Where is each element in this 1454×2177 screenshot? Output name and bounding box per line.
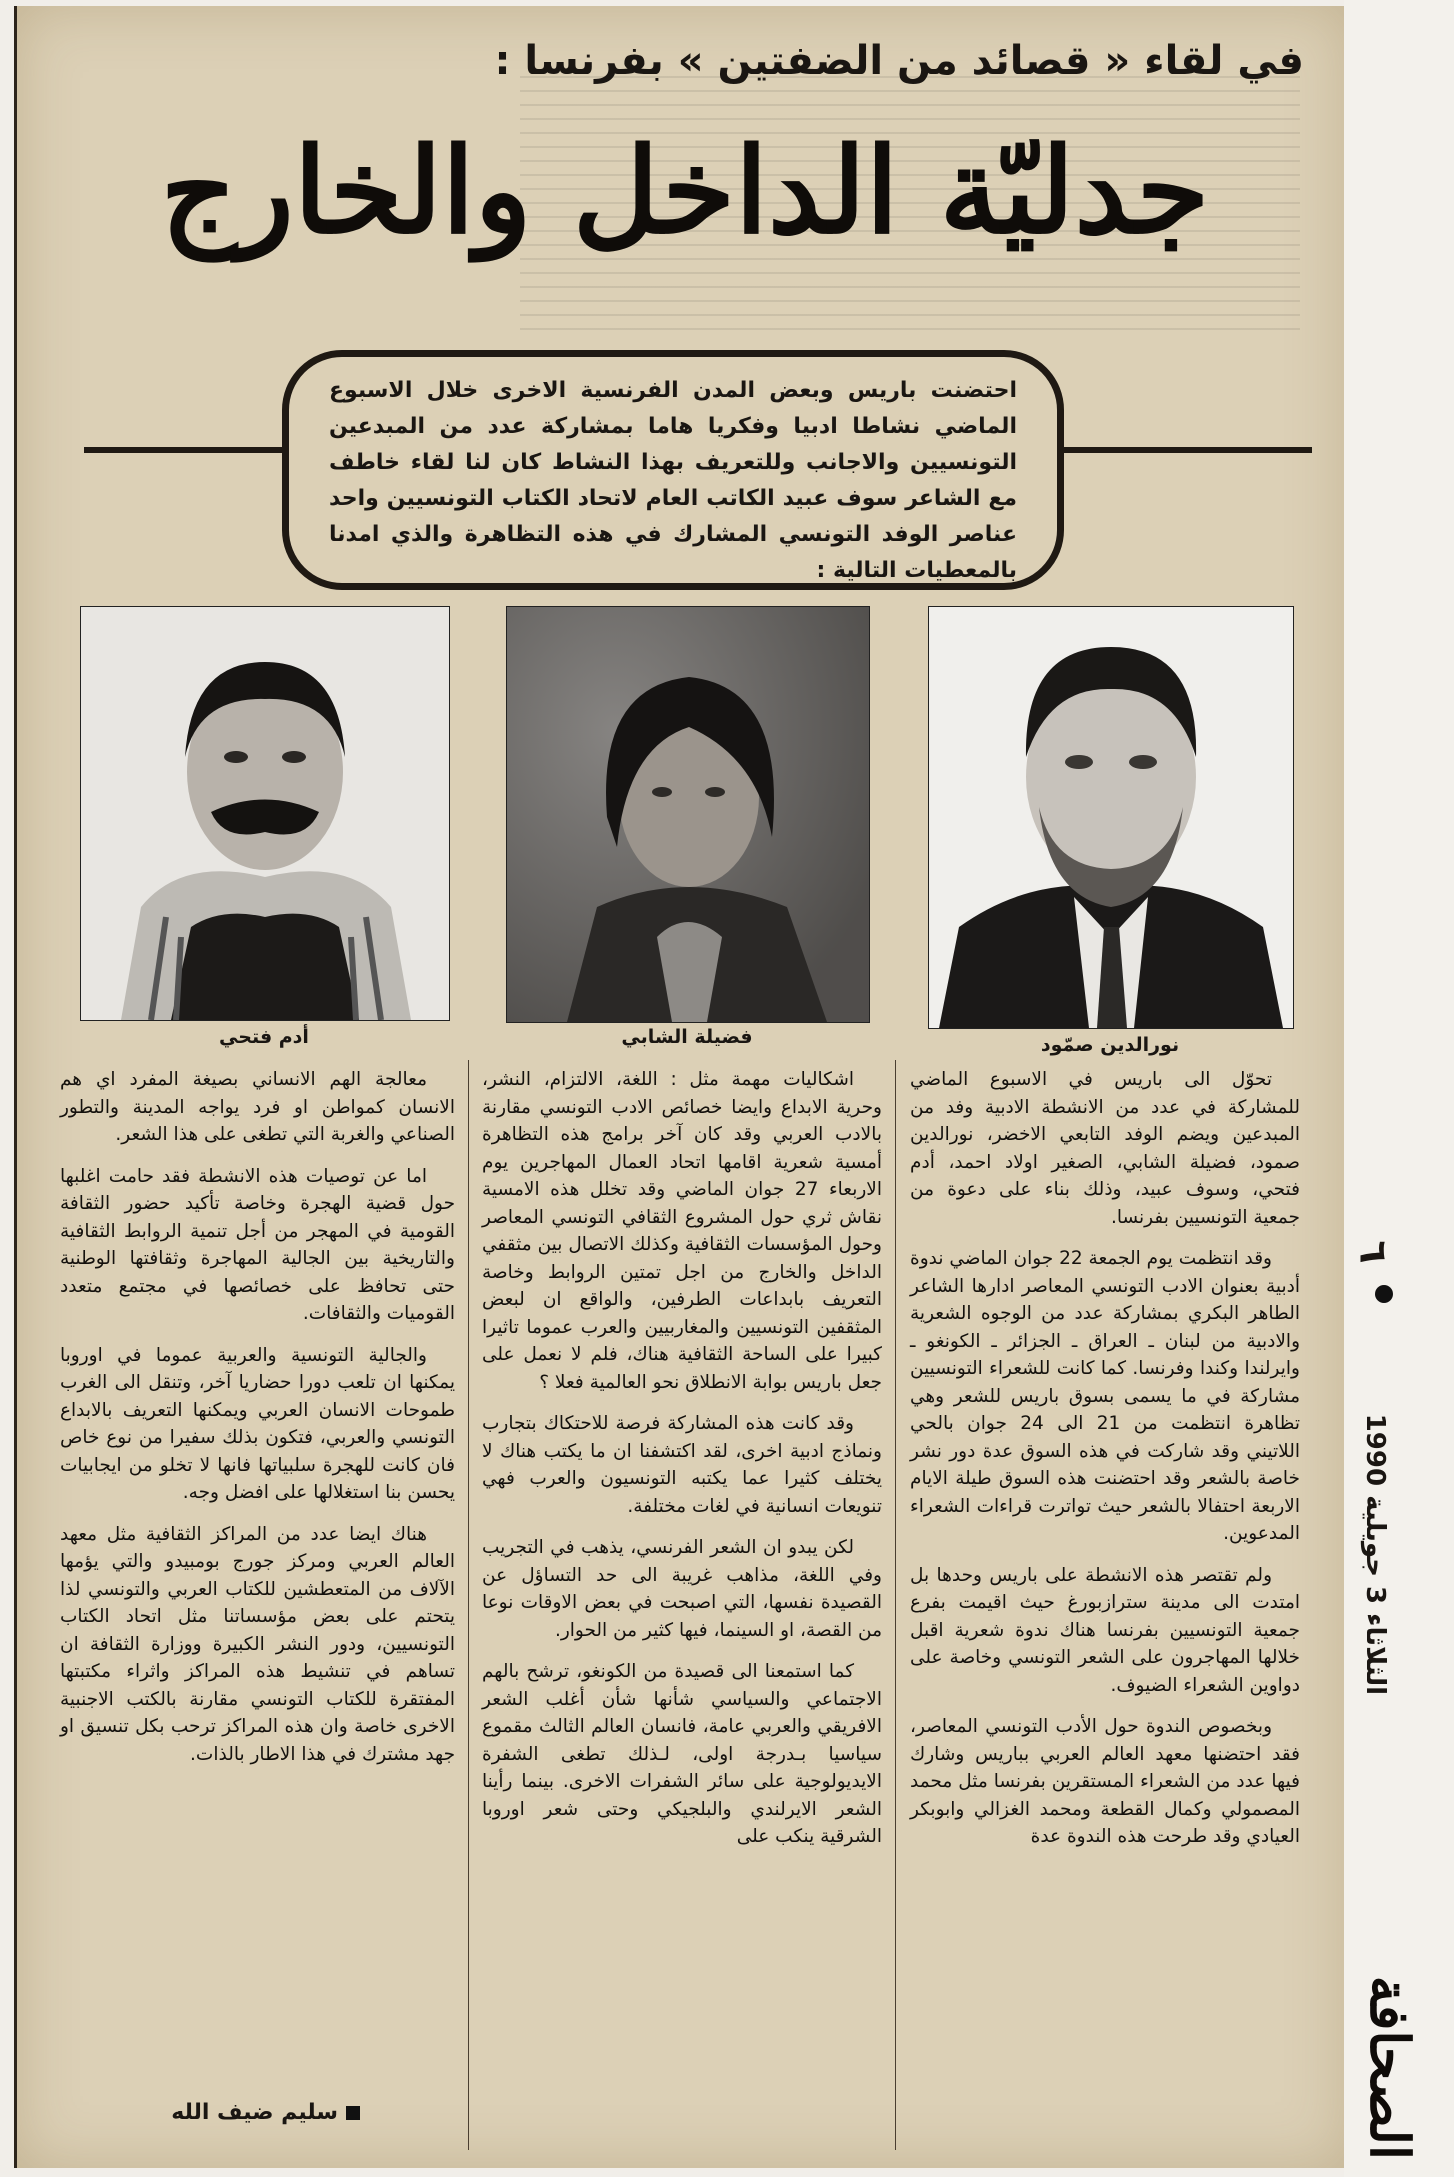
portrait-image	[929, 607, 1293, 1028]
photo-noureddine-sammoud	[928, 606, 1294, 1029]
intro-rule-right	[1052, 447, 1312, 453]
page-number: ٦	[1351, 1240, 1396, 1264]
intro-rule-left	[84, 447, 294, 453]
intro-box: احتضنت باريس وبعض المدن الفرنسية الاخرى خلال الاسبوع الماضي نشاطا ادبيا وفكريا هاما بمشاركة عدد من المبدعين التونسيين والاجانب وللتعريف بهذا النشاط كان لنا لقاء خاطف مع الشاعر سوف عبيد الكاتب العام لاتحاد الكتاب التونسيين واحد عناصر الوفد التونسي المشارك في هذه التظاهرة والذي امدنا بالمعطيات التالية :	[282, 350, 1064, 590]
page-edge	[1344, 0, 1454, 2177]
square-bullet-icon	[346, 2106, 360, 2120]
paragraph: اشكاليات مهمة مثل : اللغة، الالتزام، النشر، وحرية الابداع وايضا خصائص الادب التونسي مقارنة بالادب العربي وقد كان آخر برامج هذه التظاهرة أمسية شعرية اقامها اتحاد العمال المهاجرين يوم الاربعاء 27 جوان الماضي وقد تخلل هذه الامسية نقاش ثري حول المشروع الثقافي التونسي المعاصر وحول المؤسسات الثقافية وكذلك الاتصال بين مثقفي الداخل والخارج من اجل تمتين الروابط وخاصة التعريف بابداعات الطرفين، والواقع ان لبعض المثقفين التونسيين والمغاربيين والعرب عموما تاثيرا كبيرا على الساحة الثقافية هناك، فلم لا نعمل على جعل باريس بوابة الانطلاق نحو العالمية فعلا ؟	[482, 1069, 882, 1393]
paragraph: كما استمعنا الى قصيدة من الكونغو، ترشح بالهم الاجتماعي والسياسي شأنها شأن أغلب الشعر الافريقي والعربي عامة، فانسان العالم الثالث مقموع سياسيا بـدرجة اولى، لـذلك تطغى الشفرة الايديولوجية على سائر الشفرات الاخرى. بينما رأينا الشعر الايرلندي والبلجيكي وحتى شعر اوروبا الشرقية ينكب على	[482, 1661, 882, 1847]
paragraph: معالجة الهم الانساني بصيغة المفرد اي هم الانسان كمواطن او فرد يواجه المدينة والتطور الصناعي والغربة التي تطغى على هذا الشعر.	[60, 1069, 455, 1145]
caption-middle: فضيلة الشابي	[621, 1026, 753, 1048]
photo-fadhila-chebbi	[506, 606, 870, 1023]
paragraph: ولم تقتصر هذه الانشطة على باريس وحدها بل امتدت الى مدينة سترازبورغ حيث اقيمت بفرع جمعية التونسيين بفرنسا هناك ندوة شعرية اقبل خلالها المهاجرون على الشعر التونسي وخاصة على دواوين الشعراء الضيوف.	[910, 1564, 1300, 1696]
paragraph: وقد انتظمت يوم الجمعة 22 جوان الماضي ندوة أدبية بعنوان الادب التونسي المعاصر ادارها الشاعر الطاهر البكري بمشاركة عدد من الوجوه الشعرية والادبية من لبنان ـ العراق ـ الجزائر ـ الكونغو ـ وايرلندا وكندا وفرنسا. كما كانت للشعراء التونسيين مشاركة في ما يسمى بسوق باريس للشعر وهي تظاهرة انتظمت من 21 الى 24 جوان بالحي اللاتيني وقد شاركت في هذه السوق عدة دور نشر خاصة بالشعر وقد احتضنت هذه السوق طيلة الايام الاربعة احتفالا بالشعر حيث تواترت قراءات الشعراء المدعوين.	[910, 1248, 1300, 1544]
kicker: في لقاء « قصائد من الضفتين » بفرنسا :	[494, 38, 1304, 84]
paragraph: والجالية التونسية والعربية عموما في اوروبا يمكنها ان تلعب دورا حضاريا آخر، وتنقل الى الغرب طموحات الانسان العربي ويمكنها التعريف بالابداع التونسي والعربي، فتكون بذلك سفيرا من نوع خاص فان كانت للهجرة سلبياتها فانها لا تخلو من ايجابيات يحسن بنا استغلالها على افضل وجه.	[60, 1344, 455, 1503]
column-middle	[482, 1066, 882, 2166]
paragraph: وقد كانت هذه المشاركة فرصة للاحتكاك بتجارب ونماذج ادبية اخرى، لقد اكتشفنا ان ما يكتب هناك لا يختلف كثيرا عما يكتبه التونسيون والعرب فهي تنويعات انسانية في لغات مختلفة.	[482, 1413, 882, 1517]
column-divider	[468, 1060, 469, 2150]
byline	[60, 2100, 360, 2125]
column-divider	[895, 1060, 896, 2150]
byline-name: سليم ضيف الله	[171, 2100, 338, 2125]
newspaper-logo: الصحافة	[1358, 1975, 1422, 2160]
caption-right: نورالدين صمّود	[1040, 1034, 1180, 1056]
photo-adam-fathi	[80, 606, 450, 1021]
paragraph: اما عن توصيات هذه الانشطة فقد حامت اغلبها حول قضية الهجرة وخاصة تأكيد حضور الثقافة القومية في المهجر من أجل تنمية الروابط الثقافية والتاريخية بين الجالية المهاجرة وثقافتها الوطنية حتى تحافظ على خصائصها في مجتمع متعدد القوميات والثقافات.	[60, 1165, 455, 1324]
portrait-image	[507, 607, 869, 1022]
column-right	[910, 1066, 1300, 2166]
paragraph: لكن يبدو ان الشعر الفرنسي، يذهب في التجريب وفي اللغة، مذاهب غريبة الى حد التساؤل عن القصيدة نفسها، التي اصبحت في بعض الاوقات نوعا من القصة، او السينما، فيها كثير من الحوار.	[482, 1537, 882, 1641]
caption-left: أدم فتحي	[219, 1026, 309, 1048]
issue-date: الثلاثاء 3 جويلية 1990	[1360, 1413, 1390, 1695]
column-left	[60, 1066, 455, 2096]
headline: جدليّة الداخل والخارج	[160, 121, 1210, 260]
paragraph: وبخصوص الندوة حول الأدب التونسي المعاصر، فقد احتضنها معهد العالم العربي بباريس وشارك فيها عدد من الشعراء المستقرين بفرنسا مثل محمد المصمولي وكمال القطعة ومحمد الغزالي وابوبكر العيادي وقد طرحت هذه الندوة عدة	[910, 1716, 1300, 1847]
paragraph: تحوّل الى باريس في الاسبوع الماضي للمشاركة في عدد من الانشطة الادبية وفد من المبدعين ويضم الوفد التابعي الاخضر، نورالدين صمود، فضيلة الشابي، الصغير اولاد احمد، أدم فتحي، وسوف عبيد، وذلك بناء على دعوة من جمعية التونسيين بفرنسا.	[910, 1069, 1300, 1228]
paragraph: هناك ايضا عدد من المراكز الثقافية مثل معهد العالم العربي ومركز جورج بومبيدو والتي يؤمها الآلاف من المتعطشين للكتاب العربي والتونسي لذا يتحتم على بعض مؤسساتنا مثل اتحاد الكتاب التونسيين، ودور النشر الكبيرة ووزارة الثقافة ان تساهم في تنشيط هذه المراكز واثراء مكتبتها المفتقرة للكتاب التونسي مقارنة بالكتب الاجنبية الاخرى خاصة وان هذه المراكز ترحب بكل تنسيق او جهد مشترك في هذا الاطار بالذات.	[60, 1523, 455, 1765]
portrait-image	[81, 607, 449, 1020]
